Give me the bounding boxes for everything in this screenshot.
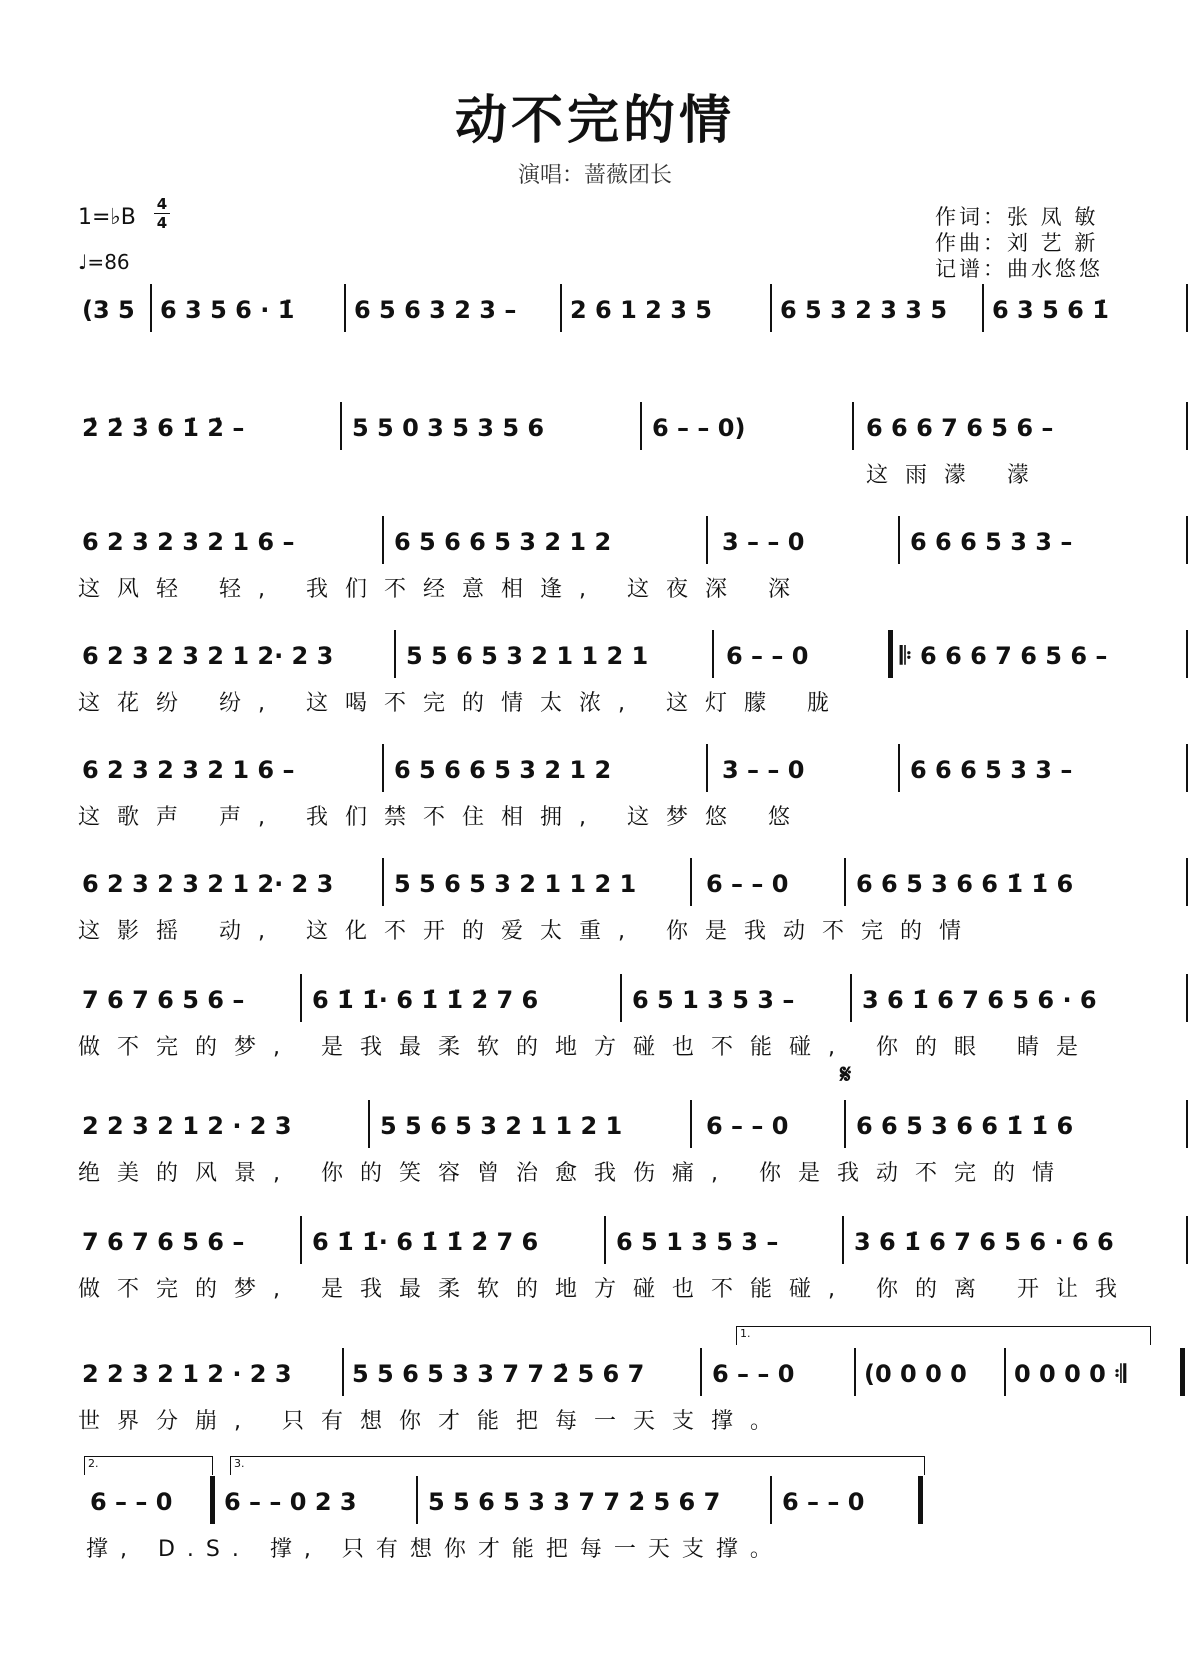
measure: 7 6 7 6 5 6 – [82,986,245,1014]
measure: 6 5 1 3 5 3 – [616,1228,779,1256]
lyric-line: 绝美的风景, 你的笑容曾治愈我伤痛, 你是我动不完的情 [78,1161,1071,1186]
lyric-line: 这花纷 纷, 这喝不完的情太浓, 这灯朦 胧 [78,691,846,716]
measure: 6 1̇ 1̇· 6 1̇ 1̇ 2̇ 7 6 [312,986,539,1014]
lyric-line: 做不完的梦, 是我最柔软的地方碰也不能碰, 你的离 开让我 [78,1277,1134,1302]
measure: 6 1̇ 1̇· 6 1̇ 1̇ 2̇ 7 6 [312,1228,539,1256]
measure: 6 – – 0 2 3 [224,1488,357,1516]
measure: 7 6 7 6 5 6 – [82,1228,245,1256]
measure: 0 0 0 0 𝄇 [1014,1360,1126,1388]
measure: 2̇ 2̇ 3̇ 6 1̇ 2̇ – [82,414,245,442]
measure: 6 5 6 3 2 3 – [354,296,517,324]
measure: 6 2 3 2 3 2 1 6 – [82,528,295,556]
measure: 6 – – 0 [782,1488,865,1516]
lyric-line: 这风轻 轻, 我们不经意相逢, 这夜深 深 [78,577,807,602]
measure: 5 5 6 5 3 2 1 1 2 1 [406,642,649,670]
measure: 6 5 6 6 5 3 2 1 2 [394,756,612,784]
measure: (3 5 [82,296,135,324]
measure: 3 – – 0 [722,528,805,556]
composer-credit: 作曲：刘 艺 新 [935,231,1099,255]
measure: 6 2 3 2 3 2 1 6 – [82,756,295,784]
transcriber-credit: 记谱：曲水悠悠 [935,257,1103,281]
measure: 6 6 6 5 3 3 – [910,528,1073,556]
measure: 6 – – 0) [652,414,746,442]
song-title: 动不完的情 [454,91,735,151]
measure: 6 5 1 3 5 3 – [632,986,795,1014]
time-signature [154,196,170,231]
measure: 6 – – 0 [90,1488,173,1516]
measure: 6 – – 0 [712,1360,795,1388]
lyric-line: 撑, D.S. 撑, 只有想你才能把每一天支撑。 [86,1537,784,1562]
time-signature-top: 4 [156,195,168,213]
lyricist-credit: 作词：张 凤 敏 [935,205,1099,229]
measure: (0 0 0 0 [864,1360,967,1388]
measure: 5 5 0 3 5 3 5 6 [352,414,545,442]
key-signature: 1=♭B [78,205,136,230]
lyric-line: 这影摇 动, 这化不开的爱太重, 你是我动不完的情 [78,919,978,944]
credits-block [935,204,1103,282]
measure: 6 6 5 3 6 6 1̇ 1̇ 6 [856,1112,1074,1140]
measure: 3 6 1̇ 6 7 6 5 6 · 6 6 [854,1228,1114,1256]
volta-1: 1. [736,1326,1151,1345]
measure: 5 5 6 5 3 2 1 1 2 1 [394,870,637,898]
lyric-line: 这雨濛 濛 [866,463,1046,488]
measure: 5 5 6 5 3 2 1 1 2 1 [380,1112,623,1140]
measure: 6 3 5 6 · 1̇ [160,296,295,324]
lyric-line: 世界分崩, 只有想你才能把每一天支撑。 [78,1409,789,1434]
volta-3: 3. [230,1456,925,1475]
measure: 6 – – 0 [706,870,789,898]
measure: 6 5 3 2 3 3 5 [780,296,948,324]
measure: 6 6 5 3 6 6 1̇ 1̇ 6 [856,870,1074,898]
measure: 6 2 3 2 3 2 1 2· 2 3 [82,870,334,898]
measure: 2 2 3 2 1 2 · 2 3 [82,1360,292,1388]
measure: 6 6 6 5 3 3 – [910,756,1073,784]
measure: 2 2 3 2 1 2 · 2 3 [82,1112,292,1140]
measure: 𝄆 6 6 6 7 6 5 6 – [900,642,1108,670]
measure: 6 2 3 2 3 2 1 2· 2 3 [82,642,334,670]
measure: 5 5 6 5 3 3 7 7 2̇ 5 6 7 [352,1360,645,1388]
lyric-line: 做不完的梦, 是我最柔软的地方碰也不能碰, 你的眼 睛是 [78,1035,1095,1060]
measure: 6 6 6 7 6 5 6 – [866,414,1054,442]
lyric-line: 这歌声 声, 我们禁不住相拥, 这梦悠 悠 [78,805,807,830]
measure: 3 6 1̇ 6 7 6 5 6 · 6 [862,986,1097,1014]
measure: 3 – – 0 [722,756,805,784]
measure: 6 3 5 6 1̇ [992,296,1109,324]
measure: 6 5 6 6 5 3 2 1 2 [394,528,612,556]
volta-2: 2. [84,1456,213,1475]
measure: 5 5 6 5 3 3 7 7 2̇ 5 6 7 [428,1488,721,1516]
measure: 6 – – 0 [706,1112,789,1140]
measure: 6 – – 0 [726,642,809,670]
measure: 2 6 1 2 3 5 [570,296,712,324]
time-signature-bottom: 4 [156,214,168,232]
tempo-marking: ♩=86 [78,250,130,274]
singer-credit: 演唱：蔷薇团长 [517,163,672,188]
segno-sign: 𝄋 [840,1060,852,1090]
